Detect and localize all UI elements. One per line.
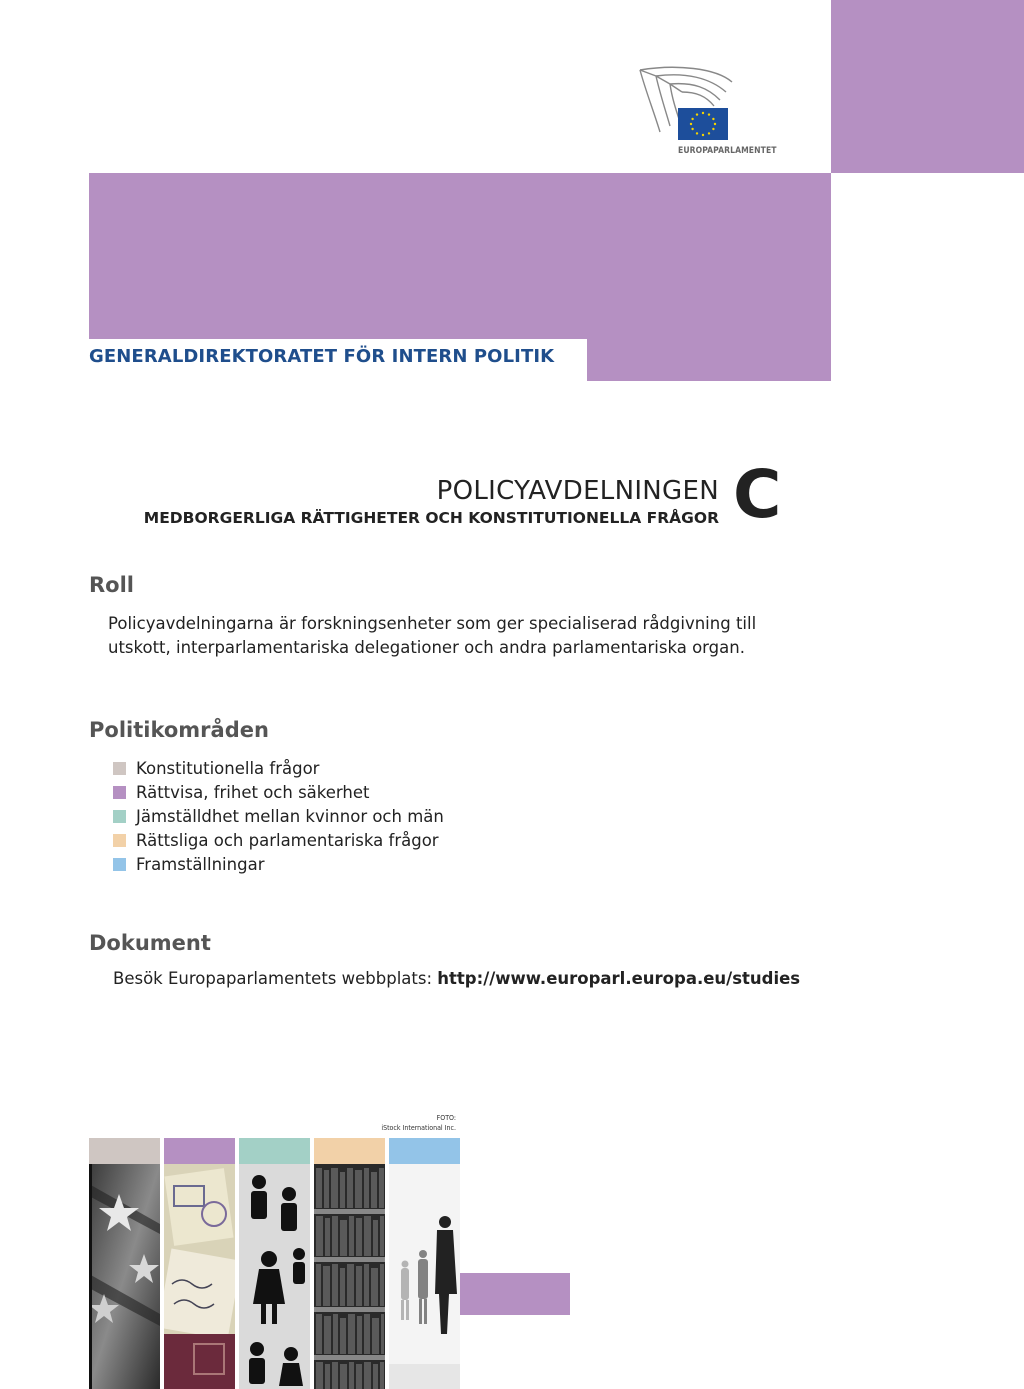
strip-color-band bbox=[239, 1138, 310, 1164]
strip-color-band bbox=[164, 1138, 235, 1164]
photo-strip-justice bbox=[164, 1138, 235, 1389]
header-banner bbox=[89, 173, 831, 339]
photo-strip-legal bbox=[314, 1138, 385, 1389]
department-title: POLICYAVDELNINGEN bbox=[436, 476, 719, 506]
roll-heading: Roll bbox=[89, 573, 134, 597]
strip-color-band bbox=[89, 1138, 160, 1164]
studies-link[interactable]: http://www.europarl.europa.eu/studies bbox=[437, 969, 801, 988]
policy-area-label: Rättvisa, frihet och säkerhet bbox=[136, 783, 370, 802]
bookshelf-photo bbox=[314, 1164, 385, 1389]
directorate-title: GENERALDIREKTORATET FÖR INTERN POLITIK bbox=[89, 346, 555, 367]
policy-area-label: Framställningar bbox=[136, 855, 265, 874]
policy-area-label: Jämställdhet mellan kvinnor och män bbox=[136, 807, 444, 826]
hemicycle-icon bbox=[636, 62, 786, 146]
photo-credit-label: FOTO: bbox=[436, 1114, 456, 1122]
list-item bbox=[113, 805, 444, 829]
gender-figures-photo bbox=[239, 1164, 310, 1389]
photo-strip-constitutional bbox=[89, 1138, 160, 1389]
eu-flag-stars-photo bbox=[89, 1164, 160, 1389]
footer-accent-block bbox=[460, 1273, 570, 1315]
color-swatch-icon bbox=[113, 786, 126, 799]
european-parliament-logo bbox=[636, 62, 786, 162]
roll-description: Policyavdelningarna är forskningsenheter som ger specialiserad rådgivning till utskott, interparlamentariska delegationer och andra parlamentariska organ. bbox=[108, 614, 757, 657]
photo-credit-source: iStock International Inc. bbox=[381, 1124, 456, 1132]
documents-text: Besök Europaparlamentets webbplats: bbox=[113, 969, 438, 988]
color-swatch-icon bbox=[113, 858, 126, 871]
list-item bbox=[113, 757, 444, 781]
list-item bbox=[113, 781, 444, 805]
logo-wordmark: EUROPAPARLAMENTET bbox=[678, 146, 777, 156]
header-banner-tab bbox=[587, 339, 831, 381]
passport-stamps-photo bbox=[164, 1164, 235, 1389]
documents-heading: Dokument bbox=[89, 931, 211, 955]
department-letter: C bbox=[733, 456, 782, 533]
strip-color-band bbox=[389, 1138, 460, 1164]
policy-area-label: Konstitutionella frågor bbox=[136, 759, 320, 778]
policy-areas-list bbox=[113, 757, 444, 877]
header-accent-block bbox=[831, 0, 1024, 173]
list-item bbox=[113, 853, 444, 877]
photo-credit bbox=[360, 1113, 456, 1133]
documents-line bbox=[113, 969, 800, 988]
policy-areas-heading: Politikområden bbox=[89, 718, 269, 742]
color-swatch-icon bbox=[113, 834, 126, 847]
department-subtitle: MEDBORGERLIGA RÄTTIGHETER OCH KONSTITUTIONELLA FRÅGOR bbox=[143, 509, 719, 527]
list-item bbox=[113, 829, 444, 853]
photo-strip-gender bbox=[239, 1138, 310, 1389]
walking-people-photo bbox=[389, 1164, 460, 1389]
color-swatch-icon bbox=[113, 810, 126, 823]
strip-color-band bbox=[314, 1138, 385, 1164]
policy-area-label: Rättsliga och parlamentariska frågor bbox=[136, 831, 439, 850]
color-swatch-icon bbox=[113, 762, 126, 775]
photo-strip-petitions bbox=[389, 1138, 460, 1389]
